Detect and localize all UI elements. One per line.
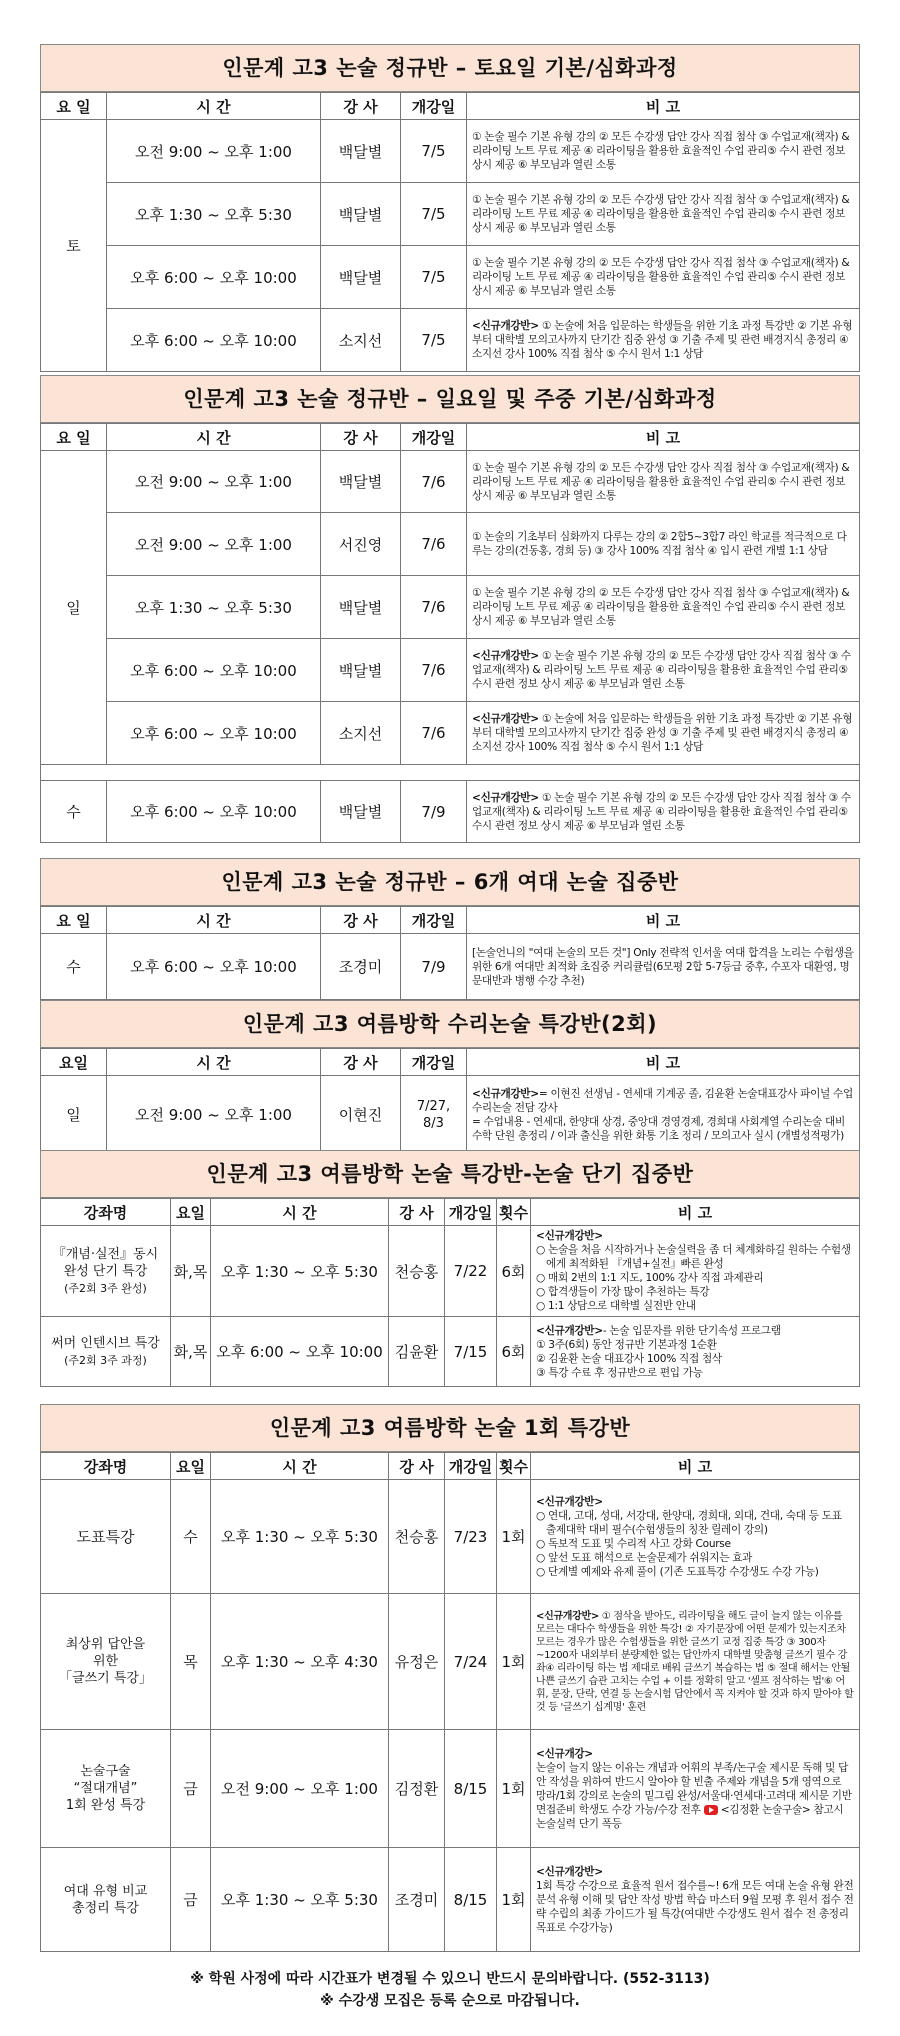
course-cell	[41, 1226, 171, 1317]
note-cell	[467, 639, 860, 702]
note-text: 1회 특강 수강으로 효율적 원서 접수를~! 6개 모든 여대 논술 유형 완전 분석 유형 이해 및 답안 작성 방법 학습 마스터 9월 모평 후 원서 접수 전략 수립의 최종 가이드가 될 특강(여대반 수강생도 원서 접수 전 총정리 목표로 수강가능)	[536, 1879, 854, 1934]
note-cell: ① 논술 필수 기본 유형 강의 ② 모든 수강생 답안 강사 직접 첨삭 ③ 수업교재(책자) & 리라이팅 노트 무료 제공 ④ 리라이팅을 활용한 효율적인 수업 관리⑤ 수시 관련 정보 상시 제공 ⑥ 부모님과 열린 소통	[467, 183, 860, 246]
note-item: ○ 1:1 상담으로 대학별 실전반 안내	[536, 1300, 696, 1312]
section-one-time	[40, 1404, 860, 1952]
count-cell: 1회	[497, 1848, 531, 1952]
teacher-cell: 조경미	[389, 1848, 445, 1952]
section-title: 인문계 고3 여름방학 수리논술 특강반(2회)	[40, 1000, 860, 1048]
col-teacher: 강 사	[389, 1453, 445, 1480]
col-note: 비 고	[531, 1453, 860, 1480]
note-cell: ① 논술의 기초부터 심화까지 다루는 강의 ② 2합5~3합7 라인 학교를 적극적으로 다루는 강의(건동홍, 경희 등) ③ 강사 100% 직접 첨삭 ④ 입시 관련 개별 1:1 상담	[467, 513, 860, 576]
teacher-cell: 천승홍	[389, 1480, 445, 1594]
note-item: - 논술 입문자를 위한 단기속성 프로그램	[602, 1324, 781, 1337]
col-time: 시 간	[211, 1199, 389, 1226]
course-sub: (주2회 3주 과정)	[64, 1353, 147, 1367]
youtube-icon	[704, 1805, 718, 1815]
start-cell: 7/9	[401, 934, 467, 1000]
teacher-cell: 백달별	[321, 120, 401, 183]
col-teacher: 강 사	[321, 907, 401, 934]
col-time: 시 간	[107, 907, 321, 934]
start-cell: 7/22	[445, 1226, 497, 1317]
table-row	[41, 702, 860, 765]
start-cell: 7/5	[401, 183, 467, 246]
teacher-cell: 이현진	[321, 1076, 401, 1154]
col-note: 비 고	[467, 424, 860, 451]
col-teacher: 강 사	[389, 1199, 445, 1226]
note-cell: ① 논술 필수 기본 유형 강의 ② 모든 수강생 답안 강사 직접 첨삭 ③ 수업교재(책자) & 리라이팅 노트 무료 제공 ④ 리라이팅을 활용한 효율적인 수업 관리⑤ 수시 관련 정보 상시 제공 ⑥ 부모님과 열린 소통	[467, 246, 860, 309]
teacher-cell: 유정은	[389, 1594, 445, 1730]
course-name: 「글쓰기 특강」	[59, 1671, 152, 1686]
start-cell: 7/15	[445, 1317, 497, 1387]
teacher-cell: 백달별	[321, 451, 401, 513]
section-womens-univ	[40, 858, 860, 1000]
note-item: ○ 연대, 고대, 성대, 서강대, 한양대, 경희대, 외대, 건대, 숙대 등 도표 출제대학 대비 필수(수험생들의 칭찬 릴레이 강의)	[536, 1509, 842, 1536]
note-cell	[531, 1848, 860, 1952]
schedule-table	[40, 906, 860, 1000]
col-day: 요일	[171, 1453, 211, 1480]
count-cell: 6회	[497, 1317, 531, 1387]
time-cell: 오후 1:30 ~ 오후 5:30	[211, 1226, 389, 1317]
col-start: 개강일	[445, 1453, 497, 1480]
start-cell: 7/23	[445, 1480, 497, 1594]
table-row	[41, 1730, 860, 1848]
col-teacher: 강 사	[321, 424, 401, 451]
schedule-table	[40, 1198, 860, 1387]
course-sub: (주2회 3주 완성)	[64, 1281, 147, 1295]
day-cell: 일	[41, 1076, 107, 1154]
table-header	[41, 1049, 860, 1076]
start-cell: 7/6	[401, 451, 467, 513]
course-cell	[41, 1317, 171, 1387]
time-cell: 오후 1:30 ~ 오후 4:30	[211, 1594, 389, 1730]
col-start: 개강일	[401, 907, 467, 934]
table-row	[41, 1076, 860, 1154]
start-cell: 7/5	[401, 246, 467, 309]
col-count: 횟수	[497, 1199, 531, 1226]
col-start: 개강일	[401, 1049, 467, 1076]
note-cell: ① 논술 필수 기본 유형 강의 ② 모든 수강생 답안 강사 직접 첨삭 ③ 수업교재(책자) & 리라이팅 노트 무료 제공 ④ 리라이팅을 활용한 효율적인 수업 관리⑤ 수시 관련 정보 상시 제공 ⑥ 부모님과 열린 소통	[467, 451, 860, 513]
note-cell	[531, 1594, 860, 1730]
note-cell	[531, 1480, 860, 1594]
count-cell: 1회	[497, 1730, 531, 1848]
col-day: 요일	[41, 1049, 107, 1076]
schedule-table	[40, 92, 860, 372]
course-cell	[41, 1848, 171, 1952]
note-cell	[467, 781, 860, 843]
col-day: 요 일	[41, 424, 107, 451]
time-cell: 오전 9:00 ~ 오후 1:00	[107, 451, 321, 513]
course-name: 완성 단기 특강	[63, 1263, 148, 1279]
time-cell: 오후 6:00 ~ 오후 10:00	[107, 246, 321, 309]
note-text: ① 논술에 처음 입문하는 학생들을 위한 기초 과정 특강반 ② 기본 유형부터 대학별 모의고사까지 단기간 집중 완성 ③ 기출 주제 및 관련 배경지식 총정리 ④ 소지선 강사 100% 직접 첨삭 ⑤ 수시 원서 1:1 상담	[472, 320, 853, 360]
note-item: ○ 합격생들이 가장 많이 추천하는 특강	[536, 1286, 710, 1298]
col-note: 비 고	[467, 907, 860, 934]
new-class-label: <신규개강반>	[472, 650, 539, 662]
day-cell: 수	[41, 781, 107, 843]
schedule-table	[40, 1452, 860, 1952]
time-cell: 오후 6:00 ~ 오후 10:00	[107, 309, 321, 372]
section-sunday-weekday	[40, 375, 860, 843]
table-row	[41, 639, 860, 702]
table-row	[41, 513, 860, 576]
time-cell: 오후 1:30 ~ 오후 5:30	[211, 1480, 389, 1594]
col-start: 개강일	[445, 1199, 497, 1226]
col-time: 시 간	[107, 424, 321, 451]
table-header	[41, 93, 860, 120]
teacher-cell: 백달별	[321, 639, 401, 702]
count-cell: 1회	[497, 1480, 531, 1594]
new-class-label: <신규개강반>	[536, 1324, 603, 1337]
table-row	[41, 309, 860, 372]
note-text: ① 논술 필수 기본 유형 강의 ② 모든 수강생 답안 강사 직접 첨삭 ③ 수업교재(책자) & 리라이팅 노트 무료 제공 ④ 리라이팅을 활용한 효율적인 수업 관리⑤ 수시 관련 정보 상시 제공 ⑥ 부모님과 열린 소통	[472, 650, 851, 690]
day-cell: 수	[171, 1480, 211, 1594]
table-row	[41, 1594, 860, 1730]
time-cell: 오후 1:30 ~ 오후 5:30	[107, 576, 321, 639]
start-cell: 7/9	[401, 781, 467, 843]
table-row	[41, 934, 860, 1000]
schedule-table	[40, 1048, 860, 1154]
course-name: 여대 유형 비교	[63, 1883, 148, 1899]
table-header	[41, 907, 860, 934]
table-row	[41, 1848, 860, 1952]
course-name: 위한	[92, 1654, 119, 1669]
course-name: 최상위 답안을	[65, 1637, 146, 1652]
col-note: 비 고	[467, 93, 860, 120]
note-item: ③ 특강 수료 후 정규반으로 편입 가능	[536, 1366, 703, 1379]
teacher-cell: 서진영	[321, 513, 401, 576]
note-cell	[531, 1317, 860, 1387]
note-cell: ① 논술 필수 기본 유형 강의 ② 모든 수강생 답안 강사 직접 첨삭 ③ 수업교재(책자) & 리라이팅 노트 무료 제공 ④ 리라이팅을 활용한 효율적인 수업 관리⑤ 수시 관련 정보 상시 제공 ⑥ 부모님과 열린 소통	[467, 120, 860, 183]
start-cell: 7/5	[401, 309, 467, 372]
time-cell: 오전 9:00 ~ 오후 1:00	[211, 1730, 389, 1848]
table-row	[41, 576, 860, 639]
col-time: 시 간	[107, 93, 321, 120]
start-cell: 8/15	[445, 1848, 497, 1952]
note-item: ○ 단계별 예제와 유제 풀이 (기존 도표특강 수강생도 수강 가능)	[536, 1565, 819, 1578]
course-cell	[41, 1480, 171, 1594]
teacher-cell: 백달별	[321, 576, 401, 639]
col-note: 비 고	[467, 1049, 860, 1076]
note-item: ① 3주(6회) 동안 정규반 기본과정 1순환	[536, 1338, 717, 1351]
note-text: = 이현진 선생님 - 연세대 기계공 졸, 김윤환 논술대표강사 파이널 수업 수리논술 전담 강사	[472, 1087, 853, 1114]
section-title: 인문계 고3 논술 정규반 – 토요일 기본/심화과정	[40, 44, 860, 92]
col-day: 요일	[171, 1199, 211, 1226]
teacher-cell: 백달별	[321, 183, 401, 246]
col-day: 요 일	[41, 93, 107, 120]
course-name: 도표특강	[76, 1528, 135, 1546]
table-row	[41, 246, 860, 309]
start-cell: 7/27, 8/3	[401, 1076, 467, 1154]
note-text: 논술이 늘지 않는 이유는 개념과 어휘의 부족/논구술 제시문 독해 및 답안 작성을 위하여 반드시 알아야 할 빈출 주제와 개념을 5개 영역으로 망라/1회 강의로 논술의 밑그림 완성/서울대·연세대·고려대 제시문 기반 면접준비 학생도 수강 가능/수강 전후	[536, 1761, 852, 1816]
teacher-cell: 김윤환	[389, 1317, 445, 1387]
table-header	[41, 424, 860, 451]
section-math-essay	[40, 1000, 860, 1154]
col-note: 비 고	[531, 1199, 860, 1226]
teacher-cell: 백달별	[321, 781, 401, 843]
note-cell	[467, 1076, 860, 1154]
course-cell	[41, 1730, 171, 1848]
day-cell: 토	[41, 120, 107, 372]
time-cell: 오전 9:00 ~ 오후 1:00	[107, 120, 321, 183]
table-row	[41, 183, 860, 246]
note-item: ○ 매회 2번의 1:1 지도, 100% 강사 직접 과제관리	[536, 1272, 764, 1284]
course-name: 1회 완성 특강	[65, 1798, 146, 1813]
table-row	[41, 1317, 860, 1387]
note-text: ① 점삭을 받아도, 리라이팅을 해도 글이 늘지 않는 이유를 모르는 대다수 학생들을 위한 특강! ② 자기문장에 어떤 문제가 있는지조차 모르는 경우가 많은 수험생들을 위한 글쓰기 교정 집중 특강 ③ 300자~1200자 내외부터 분량제한 없는 답안까지 대학별 맞춤형 글쓰기 필수 강좌④ 리라이팅 하는 법 제대로 배워 글쓰기 복습하는 법 ⑤ 절대 해서는 안될 나쁜 글쓰기 습관 고치는 수업 + 이를 정확히 알고 '셀프 점삭하는 법'⑥ 어휘, 문장, 단락, 연결 등 논술시험 답안에서 꼭 지켜야 할 것과 하지 말아야 할 것 등 '글쓰기 십계명' 훈련	[536, 1610, 854, 1713]
note-item: ② 김윤환 논술 대표강사 100% 직접 첨삭	[536, 1352, 722, 1365]
col-course: 강좌명	[41, 1199, 171, 1226]
col-count: 횟수	[497, 1453, 531, 1480]
table-row	[41, 1226, 860, 1317]
day-cell: 화,목	[171, 1317, 211, 1387]
start-cell: 7/6	[401, 702, 467, 765]
table-row	[41, 1480, 860, 1594]
course-cell	[41, 1594, 171, 1730]
col-start: 개강일	[401, 424, 467, 451]
start-cell: 7/6	[401, 513, 467, 576]
section-short-intensive	[40, 1150, 860, 1387]
time-cell: 오후 6:00 ~ 오후 10:00	[107, 639, 321, 702]
day-cell: 목	[171, 1594, 211, 1730]
new-class-label: <신규개강>	[536, 1747, 593, 1760]
time-cell: 오전 9:00 ~ 오후 1:00	[107, 1076, 321, 1154]
new-class-label: <신규개강반>	[472, 320, 539, 332]
note-cell	[531, 1226, 860, 1317]
teacher-cell: 조경미	[321, 934, 401, 1000]
table-row	[41, 451, 860, 513]
course-name: 총정리 특강	[72, 1900, 139, 1916]
table-header	[41, 1453, 860, 1480]
course-name: 논술구술	[80, 1764, 131, 1779]
footer-notice	[0, 1968, 900, 2012]
section-title: 인문계 고3 여름방학 논술 1회 특강반	[40, 1404, 860, 1452]
col-time: 시 간	[107, 1049, 321, 1076]
day-cell: 금	[171, 1730, 211, 1848]
count-cell: 1회	[497, 1594, 531, 1730]
schedule-table	[40, 423, 860, 843]
start-cell: 7/6	[401, 576, 467, 639]
teacher-cell: 백달별	[321, 246, 401, 309]
note-cell: ① 논술 필수 기본 유형 강의 ② 모든 수강생 답안 강사 직접 첨삭 ③ 수업교재(책자) & 리라이팅 노트 무료 제공 ④ 리라이팅을 활용한 효율적인 수업 관리⑤ 수시 관련 정보 상시 제공 ⑥ 부모님과 열린 소통	[467, 576, 860, 639]
teacher-cell: 천승홍	[389, 1226, 445, 1317]
section-title: 인문계 고3 논술 정규반 – 일요일 및 주중 기본/심화과정	[40, 375, 860, 423]
new-class-label: <신규개강반>	[472, 1087, 539, 1100]
new-class-label: <신규개강반>	[536, 1865, 603, 1878]
day-cell: 수	[41, 934, 107, 1000]
time-cell: 오후 6:00 ~ 오후 10:00	[107, 781, 321, 843]
day-cell: 일	[41, 451, 107, 765]
note-item: ○ 논술을 처음 시작하거나 논술실력을 좀 더 체계화하길 원하는 수험생에게 최적화된 『개념+실전』빠른 완성	[536, 1244, 851, 1270]
footer-line: ※ 수강생 모집은 등록 순으로 마감됩니다.	[320, 1993, 580, 2009]
col-teacher: 강 사	[321, 1049, 401, 1076]
day-cell: 금	[171, 1848, 211, 1952]
new-class-label: <신규개강반>	[536, 1610, 599, 1622]
footer-line: ※ 학원 사정에 따라 시간표가 변경될 수 있으니 반드시 문의바랍니다. (552-3113)	[190, 1971, 710, 1987]
start-cell: 7/5	[401, 120, 467, 183]
teacher-cell: 소지선	[321, 702, 401, 765]
new-class-label: <신규개강반>	[536, 1495, 603, 1508]
teacher-cell: 김정환	[389, 1730, 445, 1848]
table-row	[41, 781, 860, 843]
table-header	[41, 1199, 860, 1226]
course-name: “절대개념”	[73, 1781, 138, 1796]
new-class-label: <신규개강반>	[472, 713, 539, 725]
col-start: 개강일	[401, 93, 467, 120]
start-cell: 8/15	[445, 1730, 497, 1848]
note-item: ○ 앞선 도표 해석으로 논술문제가 쉬워지는 효과	[536, 1551, 753, 1564]
new-class-label: <신규개강반>	[472, 791, 539, 804]
section-title: 인문계 고3 여름방학 논술 특강반-논술 단기 집중반	[40, 1150, 860, 1198]
time-cell: 오후 1:30 ~ 오후 5:30	[107, 183, 321, 246]
col-course: 강좌명	[41, 1453, 171, 1480]
col-day: 요 일	[41, 907, 107, 934]
count-cell: 6회	[497, 1226, 531, 1317]
col-teacher: 강 사	[321, 93, 401, 120]
note-text: = 수업내용 - 연세대, 한양대 상경, 중앙대 경영경제, 경희대 사회계열 수리논술 대비 수학 단원 총정리 / 이과 출신을 위한 화통 기초 정리 / 모의고사 실시 (개별성적평가)	[472, 1115, 845, 1142]
new-class-label: <신규개강반>	[536, 1230, 603, 1242]
table-row	[41, 120, 860, 183]
spacer-row	[41, 765, 860, 781]
course-name: 『개념·실전』동시	[52, 1246, 159, 1262]
time-cell: 오후 6:00 ~ 오후 10:00	[107, 934, 321, 1000]
start-cell: 7/6	[401, 639, 467, 702]
time-cell: 오후 6:00 ~ 오후 10:00	[211, 1317, 389, 1387]
section-saturday	[40, 44, 860, 372]
course-name: 써머 인텐시브 특강	[51, 1335, 160, 1351]
time-cell: 오후 1:30 ~ 오후 5:30	[211, 1848, 389, 1952]
start-cell: 7/24	[445, 1594, 497, 1730]
note-cell	[467, 702, 860, 765]
section-title: 인문계 고3 논술 정규반 – 6개 여대 논술 집중반	[40, 858, 860, 906]
spacer	[41, 765, 860, 781]
note-item: ○ 독보적 도표 및 수리적 사고 강화 Course	[536, 1537, 731, 1550]
note-text: ① 논술에 처음 입문하는 학생들을 위한 기초 과정 특강반 ② 기본 유형부터 대학별 모의고사까지 단기간 집중 완성 ③ 기출 주제 및 관련 배경지식 총정리 ④ 소지선 강사 100% 직접 첨삭 ⑤ 수시 원서 1:1 상담	[472, 713, 853, 753]
teacher-cell: 소지선	[321, 309, 401, 372]
note-cell	[531, 1730, 860, 1848]
note-text: ① 논술 필수 기본 유형 강의 ② 모든 수강생 답안 강사 직접 첨삭 ③ 수업교재(책자) & 리라이팅 노트 무료 제공 ④ 리라이팅을 활용한 효율적인 수업 관리⑤ 수시 관련 정보 상시 제공 ⑥ 부모님과 열린 소통	[472, 791, 851, 832]
note-cell: [논술언니의 "여대 논술의 모든 것"] Only 전략적 인서울 여대 합격을 노리는 수험생을 위한 6개 여대만 최적화 초집중 커리큘럼(6모평 2합 5-7등급 중후, 수포자 대환영, 명문대반과 병행 수강 추천)	[467, 934, 860, 1000]
note-text: <김정환 논술구술> 참고시 논술실력 단기 폭등	[536, 1803, 844, 1830]
day-cell: 화,목	[171, 1226, 211, 1317]
time-cell: 오전 9:00 ~ 오후 1:00	[107, 513, 321, 576]
time-cell: 오후 6:00 ~ 오후 10:00	[107, 702, 321, 765]
col-time: 시 간	[211, 1453, 389, 1480]
note-cell	[467, 309, 860, 372]
